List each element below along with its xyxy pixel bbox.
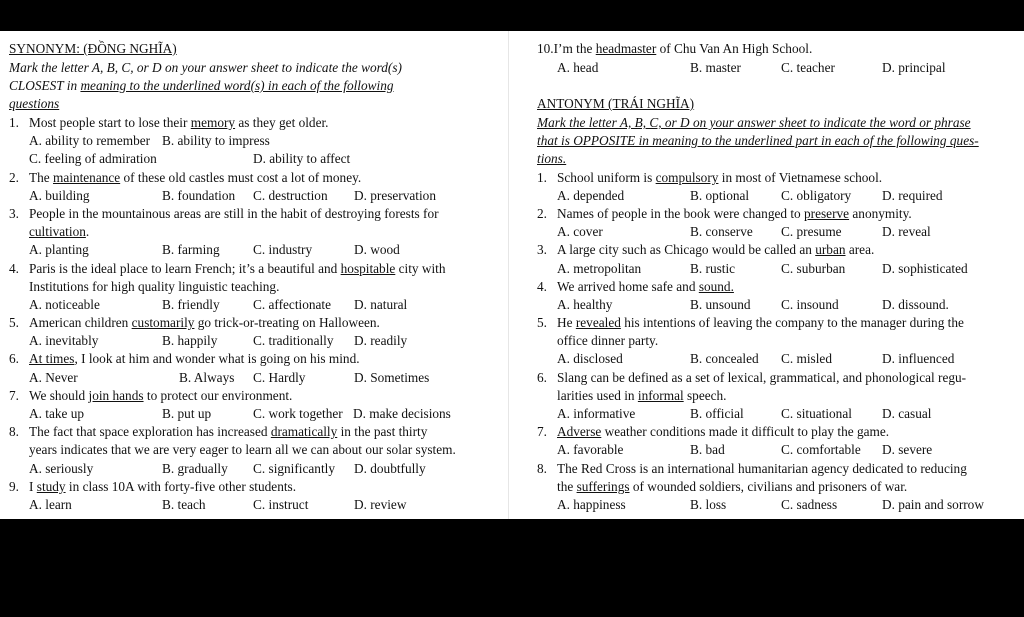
stem-text: The xyxy=(29,170,53,185)
question-8-stem-line-2 xyxy=(9,442,456,458)
question-1-stem xyxy=(9,115,329,131)
stem-text: People in the mountainous areas are still in the habit of destroying forests for xyxy=(29,206,439,221)
option-c[interactable]: C. traditionally xyxy=(253,333,334,348)
stem-text: as they get older. xyxy=(235,115,329,130)
antonym-instruction-line-2: that is OPPOSITE in meaning to the underlined part in each of the following ques- xyxy=(537,133,979,148)
question-number: 7. xyxy=(9,388,19,403)
underlined-word: memory xyxy=(190,115,236,130)
underlined-word: maintenance xyxy=(53,170,121,185)
underlined-word: dramatically xyxy=(270,424,338,439)
option-c[interactable]: C. industry xyxy=(253,242,313,257)
question-7-stem xyxy=(9,388,292,404)
question-number: 10. xyxy=(537,41,554,56)
stem-text: of these old castles must cost a lot of money. xyxy=(120,170,362,185)
option-d[interactable]: D. make decisions xyxy=(353,406,451,421)
option-d[interactable]: D. Sometimes xyxy=(354,370,430,385)
option-a[interactable]: A. metropolitan xyxy=(557,261,642,276)
option-c[interactable]: C. misled xyxy=(781,351,832,366)
synonym-instruction-line-3: questions xyxy=(9,96,60,111)
question-10-stem xyxy=(537,41,812,57)
option-a[interactable]: A. planting xyxy=(29,242,89,257)
question-number: 1. xyxy=(9,115,19,130)
question-number: 4. xyxy=(9,261,19,276)
antonym-question-6-stem-line-2 xyxy=(537,388,727,404)
option-b[interactable]: B. ability to impress xyxy=(162,133,270,148)
stem-text: I’m the xyxy=(553,41,596,56)
antonym-question-6-stem xyxy=(537,370,966,386)
synonym-instruction-line-2 xyxy=(9,78,394,94)
option-c[interactable]: C. Hardly xyxy=(253,370,306,385)
option-d[interactable]: D. influenced xyxy=(882,351,955,366)
column-divider xyxy=(508,31,509,519)
question-number: 5. xyxy=(9,315,19,330)
stem-text: We arrived home safe and xyxy=(557,279,699,294)
stem-text: , I look at him and wonder what is going on his mind. xyxy=(74,351,360,366)
option-c[interactable]: C. sadness xyxy=(781,497,838,512)
question-4-stem xyxy=(9,261,446,277)
question-6-stem xyxy=(9,351,360,367)
stem-text: We should xyxy=(29,388,89,403)
stem-text: office dinner party. xyxy=(557,333,659,348)
option-a[interactable]: A. healthy xyxy=(557,297,613,312)
worksheet-page xyxy=(0,31,1024,519)
stem-text: . xyxy=(85,224,90,239)
stem-text: Names of people in the book were changed to xyxy=(557,206,805,221)
option-a[interactable]: A. informative xyxy=(557,406,636,421)
underlined-word: revealed xyxy=(575,315,621,330)
question-8-stem xyxy=(9,424,427,440)
option-b[interactable]: B. friendly xyxy=(162,297,220,312)
underlined-word: study xyxy=(36,479,66,494)
stem-text: He xyxy=(557,315,576,330)
option-b[interactable]: B. master xyxy=(690,60,741,75)
option-a[interactable]: A. inevitably xyxy=(29,333,99,348)
option-a[interactable]: A. happiness xyxy=(557,497,626,512)
option-b[interactable]: B. concealed xyxy=(690,351,759,366)
stem-text: School uniform is xyxy=(557,170,656,185)
stem-text: weather conditions made it difficult to play the game. xyxy=(601,424,890,439)
stem-text: to protect our environment. xyxy=(143,388,293,403)
option-a[interactable]: A. depended xyxy=(557,188,625,203)
option-b[interactable]: B. bad xyxy=(690,442,725,457)
stem-text: The Red Cross is an international humanitarian agency dedicated to reducing xyxy=(557,461,967,476)
question-number: 8. xyxy=(537,461,547,476)
option-b[interactable]: B. rustic xyxy=(690,261,736,276)
option-b[interactable]: B. foundation xyxy=(162,188,236,203)
option-b[interactable]: B. happily xyxy=(162,333,218,348)
option-b[interactable]: B. loss xyxy=(690,497,727,512)
underlined-word: hospitable xyxy=(340,261,396,276)
option-c[interactable]: C. feeling of admiration xyxy=(29,151,157,166)
option-d[interactable]: D. readily xyxy=(354,333,408,348)
option-a[interactable]: A. seriously xyxy=(29,461,94,476)
option-c[interactable]: C. teacher xyxy=(781,60,835,75)
instruction-text: CLOSEST in xyxy=(9,78,81,93)
question-number: 2. xyxy=(537,206,547,221)
antonym-question-4-stem xyxy=(537,279,734,295)
stem-text: in the past thirty xyxy=(337,424,428,439)
option-c[interactable]: C. instruct xyxy=(253,497,309,512)
option-b[interactable]: B. optional xyxy=(690,188,750,203)
question-5-stem xyxy=(9,315,380,331)
stem-text: the xyxy=(557,479,577,494)
question-number: 8. xyxy=(9,424,19,439)
option-b[interactable]: B. unsound xyxy=(690,297,751,312)
antonym-question-5-stem xyxy=(537,315,964,331)
option-c[interactable]: C. situational xyxy=(781,406,852,421)
option-a[interactable]: A. ability to remember xyxy=(29,133,151,148)
option-d[interactable]: D. review xyxy=(354,497,407,512)
question-number: 1. xyxy=(537,170,547,185)
question-number: 5. xyxy=(537,315,547,330)
instruction-underlined: meaning to the underlined word(s) in each of the following xyxy=(80,78,394,93)
option-b[interactable]: B. teach xyxy=(162,497,206,512)
question-number: 6. xyxy=(537,370,547,385)
option-b[interactable]: B. gradually xyxy=(162,461,228,476)
option-a[interactable]: A. favorable xyxy=(557,442,624,457)
underlined-word: preserve xyxy=(804,206,850,221)
option-a[interactable]: A. noticeable xyxy=(29,297,100,312)
option-d[interactable]: D. ability to affect xyxy=(253,151,351,166)
question-9-stem xyxy=(9,479,296,495)
stem-text: The fact that space exploration has increased xyxy=(29,424,271,439)
question-3-stem-line-2 xyxy=(9,224,89,240)
option-c[interactable]: C. obligatory xyxy=(781,188,852,203)
underlined-word: sufferings xyxy=(576,479,630,494)
option-a[interactable]: A. cover xyxy=(557,224,603,239)
question-number: 3. xyxy=(537,242,547,257)
stem-text: in most of Vietnamese school. xyxy=(718,170,883,185)
option-d[interactable]: D. reveal xyxy=(882,224,931,239)
stem-text: his intentions of leaving the company to the manager during the xyxy=(620,315,964,330)
antonym-instruction-line-3: tions. xyxy=(537,151,567,166)
option-d[interactable]: D. casual xyxy=(882,406,932,421)
underlined-word: join hands xyxy=(88,388,144,403)
option-a[interactable]: A. Never xyxy=(29,370,78,385)
question-number: 2. xyxy=(9,170,19,185)
underlined-word: compulsory xyxy=(655,170,719,185)
option-b[interactable]: B. conserve xyxy=(690,224,753,239)
question-2-stem xyxy=(9,170,361,186)
underlined-word: cultivation xyxy=(29,224,86,239)
antonym-question-3-stem xyxy=(537,242,874,258)
antonym-question-8-stem xyxy=(537,461,967,477)
option-a[interactable]: A. learn xyxy=(29,497,72,512)
stem-text: Slang can be defined as a set of lexical, grammatical, and phonological regu- xyxy=(557,370,967,385)
stem-text: Most people start to lose their xyxy=(29,115,191,130)
option-d[interactable]: D. dissound. xyxy=(882,297,949,312)
antonym-question-7-stem xyxy=(537,424,889,440)
synonym-instruction-line-1: Mark the letter A, B, C, or D on your answer sheet to indicate the word(s) xyxy=(9,60,402,75)
option-d[interactable]: D. doubtfully xyxy=(354,461,426,476)
underlined-word: urban xyxy=(815,242,846,257)
option-b[interactable]: B. Always xyxy=(179,370,235,385)
question-number: 9. xyxy=(9,479,19,494)
option-b[interactable]: B. official xyxy=(690,406,744,421)
question-number: 4. xyxy=(537,279,547,294)
stem-text: area. xyxy=(845,242,875,257)
option-a[interactable]: A. building xyxy=(29,188,90,203)
option-c[interactable]: C. insound xyxy=(781,297,839,312)
option-c[interactable]: C. affectionate xyxy=(253,297,332,312)
stem-text: years indicates that we are very eager to learn all we can about our solar system. xyxy=(29,442,456,457)
option-a[interactable]: A. head xyxy=(557,60,599,75)
underlined-word: customarily xyxy=(131,315,195,330)
stem-text: I xyxy=(29,479,37,494)
stem-text: Institutions for high quality linguistic teaching. xyxy=(29,279,280,294)
stem-text: American children xyxy=(29,315,132,330)
antonym-question-5-stem-line-2 xyxy=(537,333,658,349)
underlined-word: informal xyxy=(637,388,684,403)
stem-text: city with xyxy=(395,261,446,276)
option-b[interactable]: B. put up xyxy=(162,406,212,421)
stem-text: speech. xyxy=(683,388,727,403)
stem-text: go trick-or-treating on Halloween. xyxy=(194,315,380,330)
option-b[interactable]: B. farming xyxy=(162,242,220,257)
antonym-title: ANTONYM (TRÁI NGHĨA) xyxy=(537,96,695,111)
stem-text: of wounded soldiers, civilians and prisoners of war. xyxy=(629,479,908,494)
option-d[interactable]: D. natural xyxy=(354,297,408,312)
stem-text: anonymity. xyxy=(849,206,912,221)
question-number: 7. xyxy=(537,424,547,439)
option-c[interactable]: C. destruction xyxy=(253,188,328,203)
antonym-question-2-stem xyxy=(537,206,912,222)
option-c[interactable]: C. presume xyxy=(781,224,842,239)
stem-text: Paris is the ideal place to learn French; it’s a beautiful and xyxy=(29,261,341,276)
antonym-question-8-stem-line-2 xyxy=(537,479,907,495)
option-c[interactable]: C. significantly xyxy=(253,461,335,476)
question-number: 6. xyxy=(9,351,19,366)
underlined-word: Adverse xyxy=(557,424,602,439)
option-d[interactable]: D. sophisticated xyxy=(882,261,968,276)
question-number: 3. xyxy=(9,206,19,221)
option-d[interactable]: D. required xyxy=(882,188,943,203)
stem-text: in class 10A with forty-five other students. xyxy=(65,479,297,494)
underlined-word: headmaster xyxy=(595,41,657,56)
option-d[interactable]: D. wood xyxy=(354,242,400,257)
option-d[interactable]: D. pain and sorrow xyxy=(882,497,984,512)
antonym-instruction-line-1: Mark the letter A, B, C, or D on your answer sheet to indicate the word or phrase xyxy=(537,115,971,130)
option-a[interactable]: A. disclosed xyxy=(557,351,623,366)
option-d[interactable]: D. severe xyxy=(882,442,933,457)
option-c[interactable]: C. work together xyxy=(253,406,343,421)
stem-text: of Chu Van An High School. xyxy=(656,41,813,56)
antonym-question-1-stem xyxy=(537,170,882,186)
option-c[interactable]: C. suburban xyxy=(781,261,846,276)
underlined-word: sound. xyxy=(698,279,734,294)
question-4-stem-line-2 xyxy=(9,279,279,295)
option-a[interactable]: A. take up xyxy=(29,406,85,421)
stem-text: A large city such as Chicago would be called an xyxy=(557,242,816,257)
question-3-stem xyxy=(9,206,439,222)
option-c[interactable]: C. comfortable xyxy=(781,442,861,457)
underlined-word: At times xyxy=(29,351,75,366)
stem-text: larities used in xyxy=(557,388,638,403)
option-d[interactable]: D. principal xyxy=(882,60,946,75)
option-d[interactable]: D. preservation xyxy=(354,188,436,203)
synonym-title: SYNONYM: (ĐỒNG NGHĨA) xyxy=(9,41,177,56)
